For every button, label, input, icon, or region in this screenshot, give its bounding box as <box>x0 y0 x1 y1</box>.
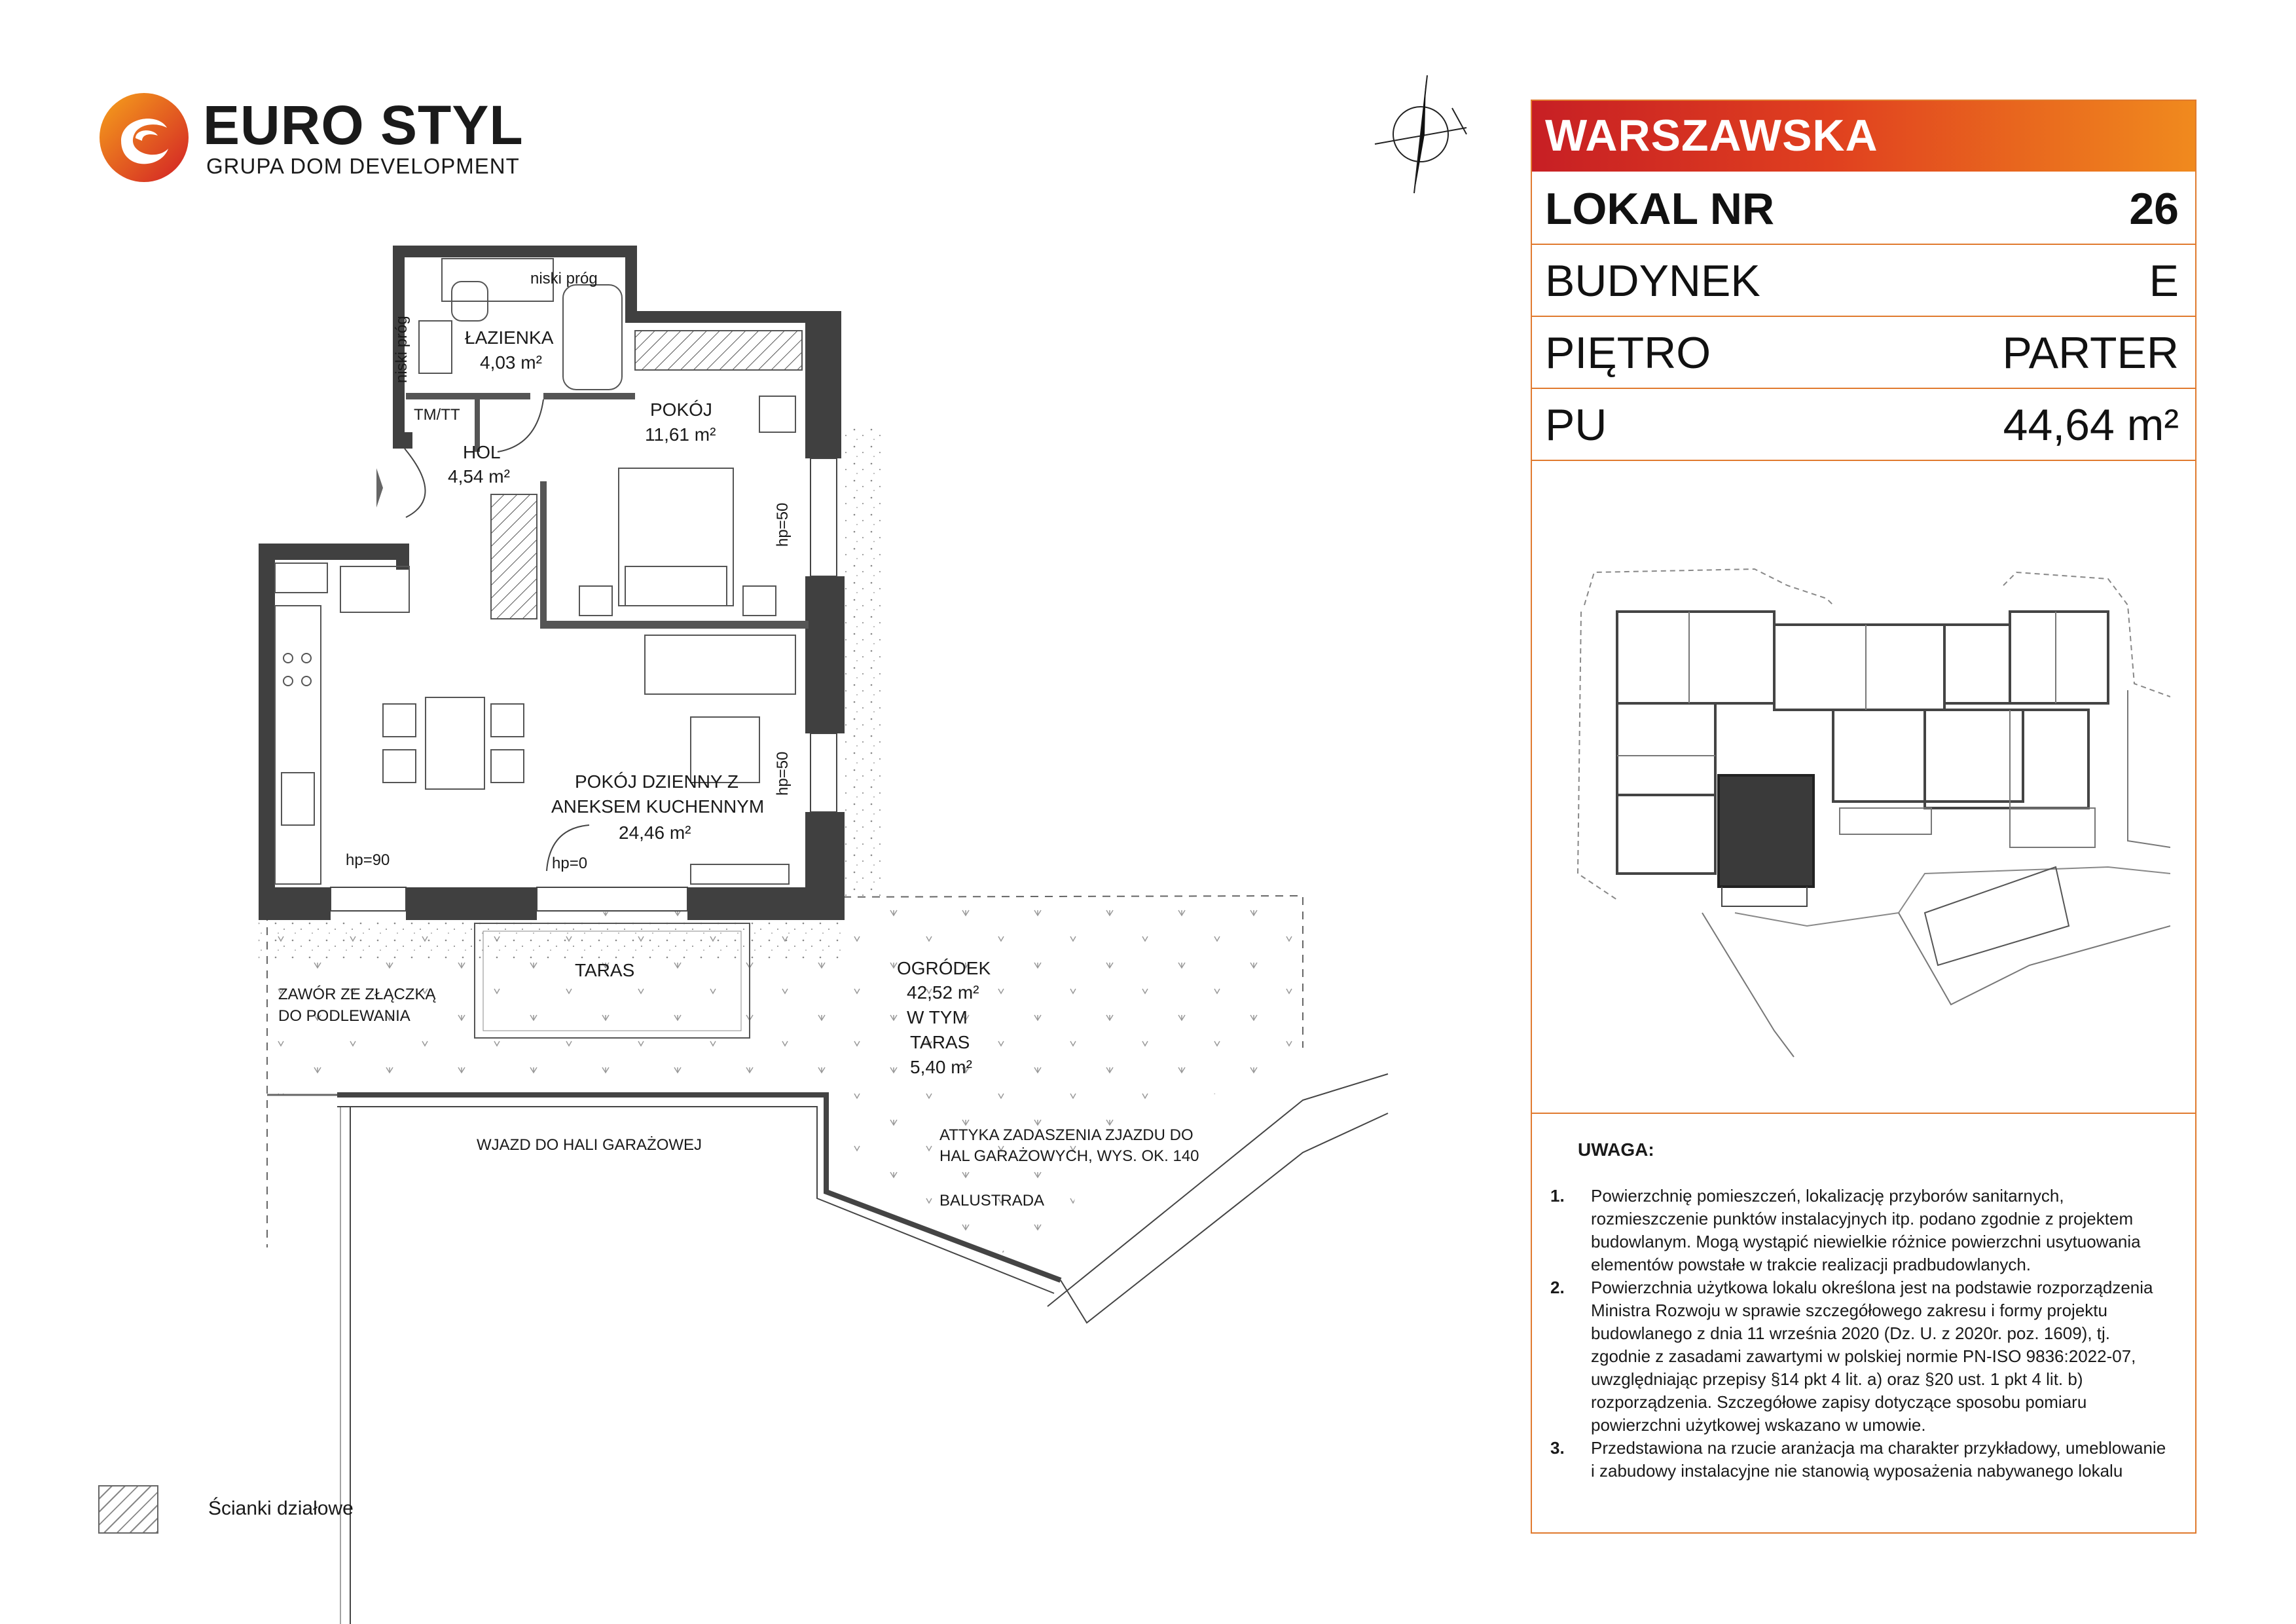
legend-label: Ścianki działowe <box>208 1498 354 1519</box>
logo-subtitle: GRUPA DOM DEVELOPMENT <box>206 154 520 178</box>
note-number: 1. <box>1550 1186 1565 1206</box>
garden-name-3: W TYM <box>907 1007 968 1027</box>
project-header <box>1532 101 2195 172</box>
notes-divider <box>1532 1113 2195 1114</box>
bedroom-area: 11,61 m² <box>645 424 716 445</box>
project-name: WARSZAWSKA <box>1545 111 1878 160</box>
note-number: 3. <box>1550 1438 1565 1458</box>
building-label: BUDYNEK <box>1545 256 1760 306</box>
living-area: 24,46 m² <box>619 822 691 843</box>
hp0-label: hp=0 <box>552 855 588 872</box>
hall-area: 4,54 m² <box>448 466 510 487</box>
garden-name-4: TARAS <box>910 1032 970 1052</box>
valve-label-1: ZAWÓR ZE ZŁĄCZKĄ <box>278 986 436 1003</box>
attic-label-1: ATTYKA ZADASZENIA ZJAZDU DO <box>939 1126 1194 1144</box>
garden-name-1: OGRÓDEK <box>897 958 991 978</box>
balustrade-label: BALUSTRADA <box>939 1192 1045 1209</box>
hp50-label-b: hp=50 <box>774 751 792 796</box>
tm-tt-label: TM/TT <box>414 406 460 424</box>
partition-wall-swatch <box>98 1485 158 1534</box>
note-text: Powierzchnia użytkowa lokalu określona jest na podstawie rozporządzenia Ministra Rozwoju w sprawie szczegółowego zakresu i formy projektu budowlanego z dnia 11 września 2020 (Dz. U. z 2020r. poz. 1609), tj. zgodnie z zasadami zawartymi w polskiej normie PN-ISO 9836:2022-07, uwzględniając przepisy §14 pkt 4 lit. a) oraz §20 ust. 1 pkt 4 lit. b) rozporządzenia. Szczegółowe zapisy dotyczące sposobu pomiaru powierzchni użytkowej wskazano w umowie. <box>1591 1278 2153 1435</box>
bedroom-name: POKÓJ <box>650 399 712 420</box>
terrace-name: TARAS <box>575 960 635 980</box>
unit-number-label: LOKAL NR <box>1545 184 1775 234</box>
info-panel <box>1531 100 2196 1534</box>
building-key-plan <box>1558 559 2170 1214</box>
floor-row <box>1532 316 2195 389</box>
hp50-label-a: hp=50 <box>774 502 792 547</box>
garden-name-2: 42,52 m² <box>907 982 979 1003</box>
building-value: E <box>2149 256 2179 306</box>
notes-title: UWAGA: <box>1578 1139 1654 1160</box>
logo-name: EURO STYL <box>203 94 524 156</box>
note-text: Powierzchnię pomieszczeń, lokalizację przyborów sanitarnych, rozmieszczenie punktów instalacyjnych itp. podano zgodnie z projektem budowlanym. Mogą wystąpić niewielkie różnice powierzchni usytuowania elementów powstałe w trakcie realizacji pradbudowlanych. <box>1591 1186 2141 1274</box>
floor-label: PIĘTRO <box>1545 328 1711 378</box>
valve-label-2: DO PODLEWANIA <box>278 1007 410 1025</box>
note-number: 2. <box>1550 1278 1565 1297</box>
building-row <box>1532 244 2195 317</box>
living-name-2: ANEKSEM KUCHENNYM <box>551 796 765 817</box>
unit-number-value: 26 <box>2129 184 2179 234</box>
area-label: PU <box>1545 400 1607 450</box>
unit-number-row <box>1532 172 2195 245</box>
note-text: Przedstawiona na rzucie aranżacja ma charakter przykładowy, umeblowanie i zabudowy instalacyjne nie stanowią wyposażenia nabywanego lokalu <box>1591 1438 2166 1481</box>
hall-name: HOL <box>463 442 501 462</box>
hp90-label: hp=90 <box>346 851 390 869</box>
low-threshold-label-2: niski próg <box>393 316 410 383</box>
floor-value: PARTER <box>2002 328 2179 378</box>
area-row <box>1532 388 2195 461</box>
area-value: 44,64 m² <box>2003 400 2179 450</box>
bathroom-area: 4,03 m² <box>480 352 542 373</box>
driveway-label: WJAZD DO HALI GARAŻOWEJ <box>477 1136 702 1154</box>
attic-label-2: HAL GARAŻOWYCH, WYS. OK. 140 <box>939 1147 1199 1165</box>
garden-name-5: 5,40 m² <box>910 1057 972 1077</box>
bathroom-name: ŁAZIENKA <box>465 327 554 348</box>
living-name-1: POKÓJ DZIENNY Z <box>575 771 738 792</box>
low-threshold-label: niski próg <box>530 270 598 287</box>
